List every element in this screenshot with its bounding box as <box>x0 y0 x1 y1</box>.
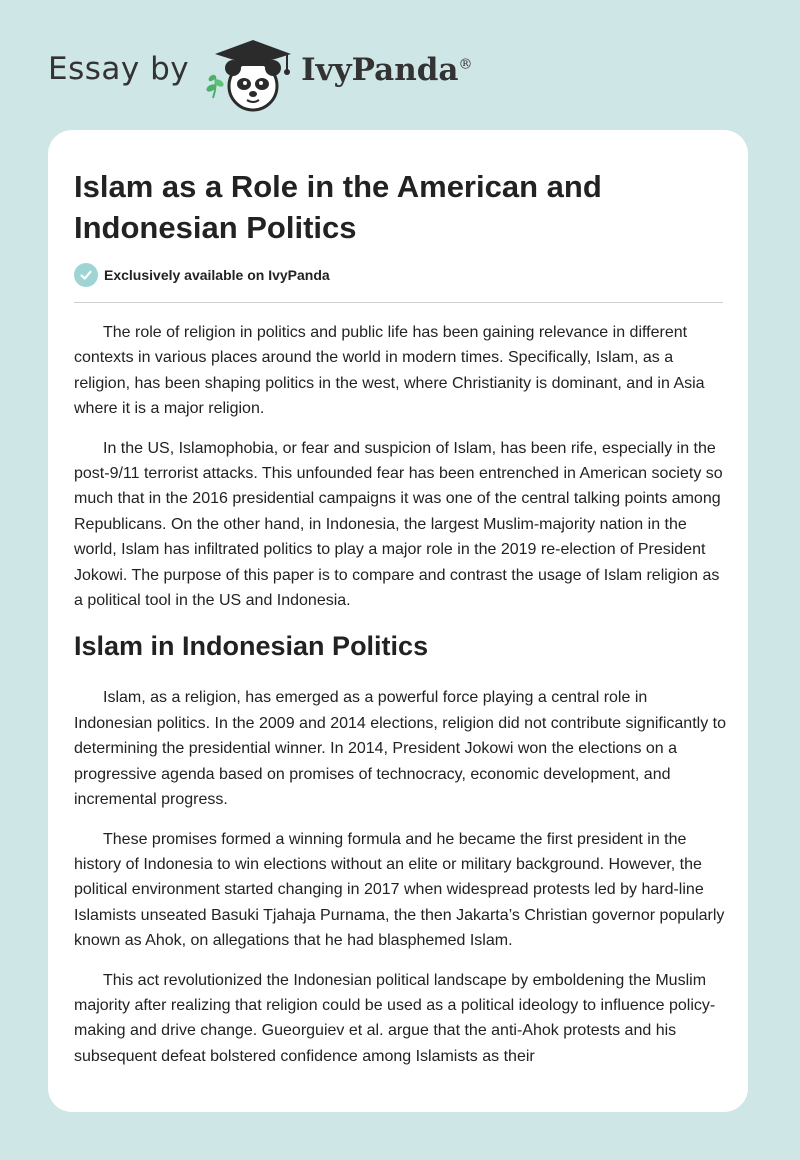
paragraph: Islam, as a religion, has emerged as a powerful force playing a central role in Indonesian politics. In the 2009 and 2014 elections, religion did not contribute significantly to determining the presidential winner. In 2014, President Jokowi won the elections on a progressive agenda based on promises of technocracy, economic development, and incremental progress. <box>74 689 726 809</box>
section-heading: Islam in Indonesian Politics <box>74 631 429 662</box>
essay-body <box>74 320 726 1083</box>
paragraph: These promises formed a winning formula and he became the first president in the history of Indonesia to win elections without an elite or military background. However, the political environment started changing in 2017 when widespread protests led by hard-line Islamists unseated Basuki Tjahaja Purnama, the then Jakarta’s Christian governor popularly known as Ahok, on allegations that he had blasphemed Islam. <box>74 830 725 950</box>
panda-graduate-logo-icon[interactable] <box>203 36 299 116</box>
badge-text: Exclusively available on IvyPanda <box>104 267 330 283</box>
essay-title: Islam as a Role in the American and Indonesian Politics <box>74 169 602 245</box>
divider <box>74 302 723 303</box>
brand-name[interactable]: IvyPanda® <box>301 52 473 88</box>
brand-prefix: Essay by <box>48 51 190 87</box>
paragraph: The role of religion in politics and public life has been gaining relevance in different contexts in various places around the world in modern times. Specifically, Islam, as a religion, has been shaping politics in the west, where Christianity is dominant, and in Asia where it is a major religion. <box>74 324 705 418</box>
site-header <box>48 36 473 116</box>
paragraph: This act revolutionized the Indonesian political landscape by emboldening the Muslim majority after realizing that religion could be used as a political ideology to influence policy-making and drive change. Gueorguiev et al. argue that the anti-Ahok protests and his subsequent defeat bolstered confidence among Islamists as their <box>74 971 716 1065</box>
check-icon <box>74 263 98 287</box>
paragraph: In the US, Islamophobia, or fear and suspicion of Islam, has been rife, especially in the post-9/11 terrorist attacks. This unfounded fear has been entrenched in American society so much that in the 2016 presidential campaigns it was one of the central talking points among Republicans. On the other hand, in Indonesia, the largest Muslim-majority nation in the world, Islam has infiltrated politics to play a major role in the 2019 re-election of President Jokowi. The purpose of this paper is to compare and contrast the usage of Islam religion as a political tool in the US and Indonesia. <box>74 439 723 610</box>
exclusive-badge <box>74 263 330 287</box>
essay-card <box>48 130 748 1112</box>
